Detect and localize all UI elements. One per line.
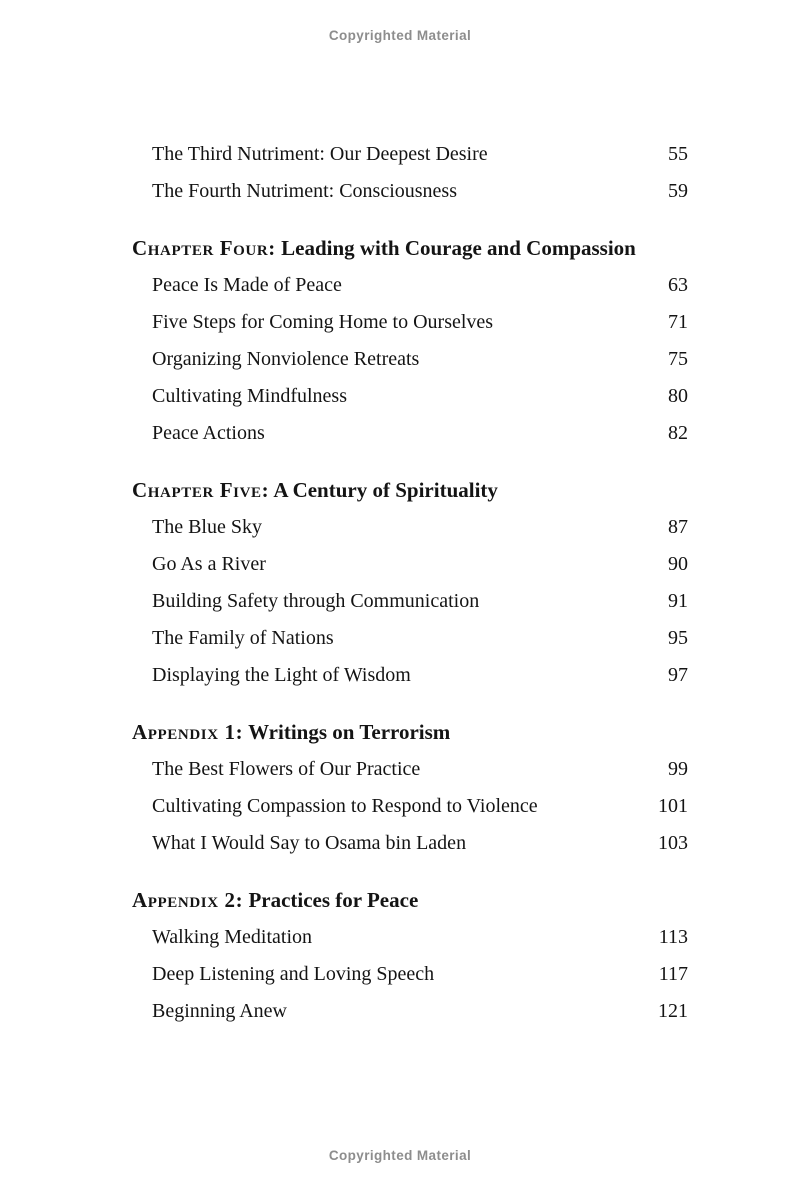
appendix-heading-title: Writings on Terrorism bbox=[248, 720, 451, 744]
toc-entry-title: The Fourth Nutriment: Consciousness bbox=[152, 180, 457, 202]
toc-entry-page: 121 bbox=[658, 1000, 688, 1022]
toc-entry-title: Displaying the Light of Wisdom bbox=[152, 664, 411, 686]
appendix-heading-title: Practices for Peace bbox=[248, 888, 419, 912]
chapter-heading-prefix: Chapter Four: bbox=[132, 236, 276, 260]
toc-entry-page: 90 bbox=[668, 553, 688, 575]
toc-section bbox=[132, 882, 688, 1030]
toc-entry-page: 99 bbox=[668, 758, 688, 780]
chapter-heading-title: A Century of Spirituality bbox=[273, 478, 498, 502]
toc-entry bbox=[132, 415, 688, 452]
toc-entry-page: 80 bbox=[668, 385, 688, 407]
toc-entry-page: 91 bbox=[668, 590, 688, 612]
toc-entry bbox=[132, 583, 688, 620]
toc-entry-title: The Best Flowers of Our Practice bbox=[152, 758, 421, 780]
toc-entry-title: Cultivating Mindfulness bbox=[152, 385, 347, 407]
toc-entry bbox=[132, 956, 688, 993]
toc-entry-page: 117 bbox=[658, 963, 688, 985]
toc-entry bbox=[132, 788, 688, 825]
toc-entry-title: Organizing Nonviolence Retreats bbox=[152, 348, 420, 370]
toc-entry-page: 87 bbox=[668, 516, 688, 538]
toc-section bbox=[132, 714, 688, 862]
toc-entry-page: 97 bbox=[668, 664, 688, 686]
appendix-heading-prefix: Appendix 2: bbox=[132, 888, 244, 912]
copyright-notice-top: Copyrighted Material bbox=[328, 28, 472, 43]
toc-entry-title: Cultivating Compassion to Respond to Violence bbox=[152, 795, 538, 817]
toc-entry-title: Beginning Anew bbox=[152, 1000, 287, 1022]
appendix-heading bbox=[132, 714, 688, 751]
toc-entry-title: Building Safety through Communication bbox=[152, 590, 480, 612]
toc-entry bbox=[132, 304, 688, 341]
toc-entry bbox=[132, 173, 688, 210]
toc-entry-page: 113 bbox=[658, 926, 688, 948]
appendix-heading bbox=[132, 882, 688, 919]
toc-entry-page: 101 bbox=[658, 795, 688, 817]
toc-entry-page: 82 bbox=[668, 422, 688, 444]
toc-entry-title: Walking Meditation bbox=[152, 926, 313, 948]
toc-entry-title: Five Steps for Coming Home to Ourselves bbox=[152, 311, 494, 333]
table-of-contents bbox=[132, 136, 688, 1030]
toc-entry-title: Peace Is Made of Peace bbox=[152, 274, 342, 296]
toc-entry-page: 63 bbox=[668, 274, 688, 296]
toc-entry bbox=[132, 825, 688, 862]
toc-entry-title: The Family of Nations bbox=[152, 627, 334, 649]
toc-entry-page: 75 bbox=[668, 348, 688, 370]
toc-entry bbox=[132, 546, 688, 583]
toc-entry bbox=[132, 919, 688, 956]
toc-section bbox=[132, 136, 688, 210]
toc-entry bbox=[132, 993, 688, 1030]
toc-entry-page: 103 bbox=[658, 832, 688, 854]
toc-entry-page: 95 bbox=[668, 627, 688, 649]
toc-section bbox=[132, 230, 688, 452]
copyright-notice-bottom: Copyrighted Material bbox=[328, 1148, 472, 1163]
toc-entry-page: 71 bbox=[668, 311, 688, 333]
toc-entry-title: The Blue Sky bbox=[152, 516, 262, 538]
toc-entry bbox=[132, 136, 688, 173]
toc-entry-title: Peace Actions bbox=[152, 422, 265, 444]
toc-entry-title: What I Would Say to Osama bin Laden bbox=[152, 832, 467, 854]
toc-entry bbox=[132, 267, 688, 304]
toc-section bbox=[132, 472, 688, 694]
toc-entry-page: 59 bbox=[668, 180, 688, 202]
chapter-heading bbox=[132, 472, 688, 509]
chapter-heading-prefix: Chapter Five: bbox=[132, 478, 270, 502]
toc-entry-title: Deep Listening and Loving Speech bbox=[152, 963, 435, 985]
toc-entry bbox=[132, 751, 688, 788]
toc-entry bbox=[132, 509, 688, 546]
toc-entry-page: 55 bbox=[668, 143, 688, 165]
chapter-heading bbox=[132, 230, 688, 267]
toc-entry-title: The Third Nutriment: Our Deepest Desire bbox=[152, 143, 488, 165]
toc-entry bbox=[132, 341, 688, 378]
chapter-heading-title: Leading with Courage and Compassion bbox=[281, 236, 636, 260]
toc-entry bbox=[132, 378, 688, 415]
toc-entry bbox=[132, 620, 688, 657]
appendix-heading-prefix: Appendix 1: bbox=[132, 720, 244, 744]
toc-entry-title: Go As a River bbox=[152, 553, 266, 575]
toc-entry bbox=[132, 657, 688, 694]
